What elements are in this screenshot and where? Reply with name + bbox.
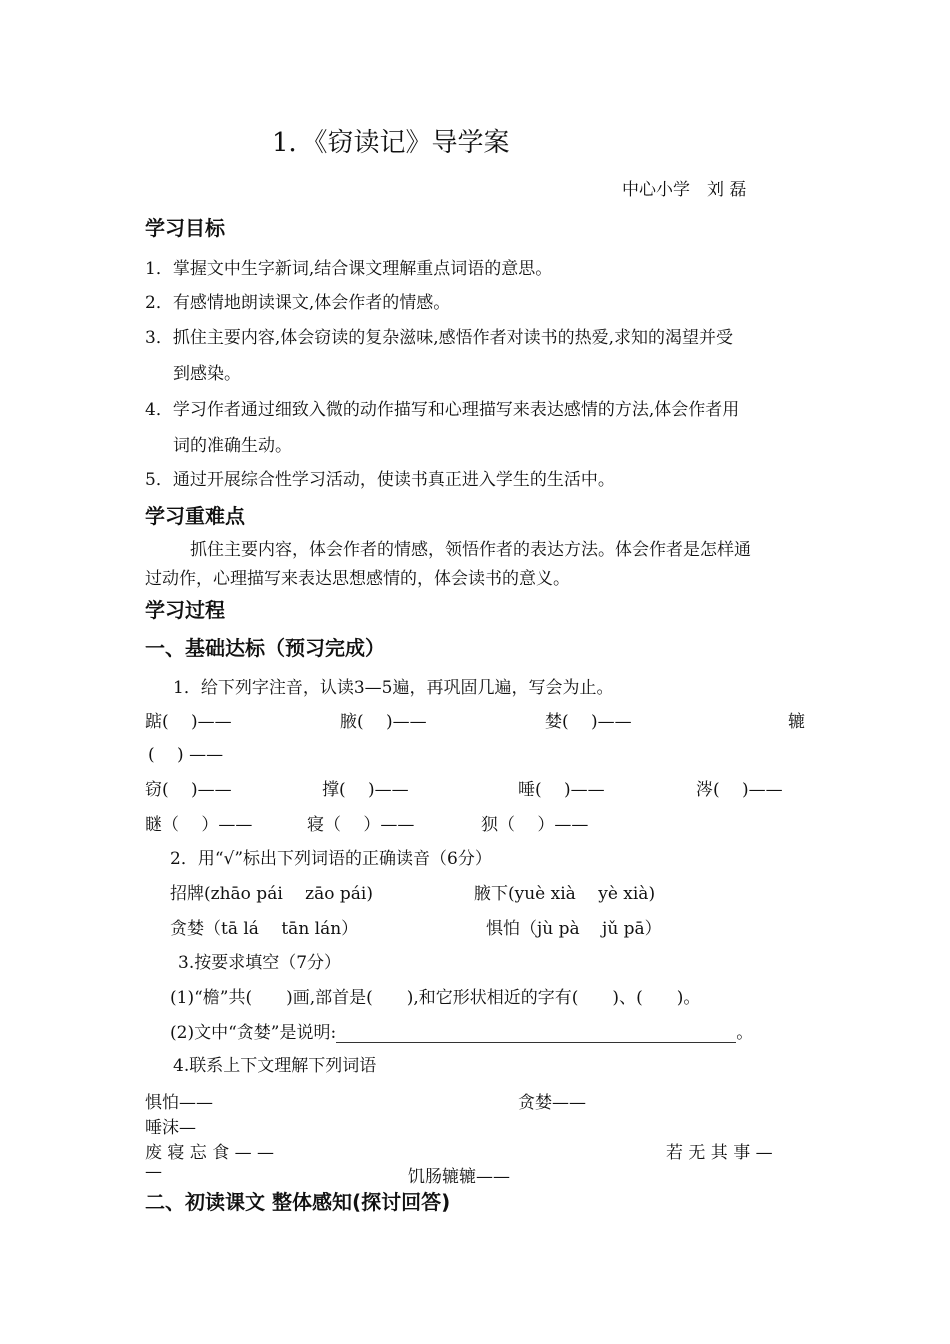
- pinyin-item: 撑( )——: [322, 780, 409, 800]
- reading-option: 招牌(zhāo pái zāo pái): [170, 884, 373, 904]
- word-item: 唾沫—: [145, 1118, 196, 1138]
- objectives-heading: 学习目标: [145, 216, 225, 240]
- pinyin-item: 涔( )——: [696, 780, 783, 800]
- pinyin-item: 窃( )——: [145, 780, 232, 800]
- objective-item-continued: 词的准确生动。: [173, 436, 292, 456]
- keypoints-heading: 学习重难点: [145, 504, 245, 528]
- doc-title: 1．《窃读记》导学案: [272, 128, 510, 158]
- pinyin-item: 辘: [788, 712, 805, 732]
- reading-option: 腋下(yuè xià yè xià): [474, 884, 656, 904]
- pinyin-item: 寝（ ）——: [307, 815, 415, 835]
- fill-blank-item: (1)“檐”共( )画,部首是( ),和它形状相近的字有( )、( )。: [170, 988, 701, 1008]
- word-item: 饥肠辘辘——: [408, 1167, 510, 1187]
- word-item: 惧怕——: [145, 1093, 213, 1113]
- question-4: 4.联系上下文理解下列词语: [173, 1056, 377, 1076]
- pinyin-item: 唾( )——: [518, 780, 605, 800]
- reading-option: 贪婪（tā lá tān lán）: [170, 919, 359, 939]
- objective-item: 3．抓住主要内容,体会窃读的复杂滋味,感悟作者对读书的热爱,求知的渴望并受: [145, 328, 734, 348]
- pinyin-item: 腋( )——: [340, 712, 427, 732]
- word-item: 若 无 其 事 —: [666, 1143, 773, 1163]
- objective-item-continued: 到感染。: [173, 364, 241, 384]
- objective-item: 1．掌握文中生字新词,结合课文理解重点词语的意思。: [145, 259, 553, 279]
- keypoints-text: 抓住主要内容，体会作者的情感，领悟作者的表达方法。体会作者是怎样通: [190, 540, 751, 560]
- process-heading: 学习过程: [145, 598, 225, 622]
- fill-blank-suffix: 。: [736, 1023, 754, 1043]
- question-2: 2．用“√”标出下列词语的正确读音（6分）: [170, 849, 492, 869]
- objective-item: 2．有感情地朗读课文,体会作者的情感。: [145, 293, 451, 313]
- pinyin-item-continued: ( ) ——: [148, 745, 224, 765]
- question-3: 3.按要求填空（7分）: [178, 953, 342, 973]
- author-line: 中心小学 刘 磊: [622, 180, 747, 200]
- objective-item: 4．学习作者通过细致入微的动作描写和心理描写来表达感情的方法,体会作者用: [145, 400, 740, 420]
- keypoints-text: 过动作，心理描写来表达思想感情的，体会读书的意义。: [145, 569, 570, 589]
- pinyin-item: 踮( )——: [145, 712, 232, 732]
- word-item: 贪婪——: [518, 1093, 586, 1113]
- word-item: 废 寝 忘 食 — —: [145, 1143, 275, 1163]
- fill-blank-prefix: (2)文中“贪婪”是说明:: [170, 1023, 337, 1043]
- pinyin-item: 婪( )——: [545, 712, 632, 732]
- fill-blank-item: [170, 1018, 753, 1043]
- section-heading: 一、基础达标（预习完成）: [145, 636, 385, 660]
- question-1: 1．给下列字注音，认读3—5遍，再巩固几遍，写会为止。: [173, 678, 614, 698]
- objective-item: 5．通过开展综合性学习活动，使读书真正进入学生的生活中。: [145, 470, 615, 490]
- pinyin-item: 瞇（ ）——: [145, 815, 253, 835]
- pinyin-item: 狈（ ）——: [481, 815, 589, 835]
- section-heading: 二、初读课文 整体感知(探讨回答): [145, 1190, 451, 1214]
- reading-option: 惧怕（jù pà jǔ pā）: [486, 919, 662, 939]
- answer-blank-line[interactable]: [336, 1024, 736, 1043]
- word-item-continued: —: [145, 1162, 162, 1182]
